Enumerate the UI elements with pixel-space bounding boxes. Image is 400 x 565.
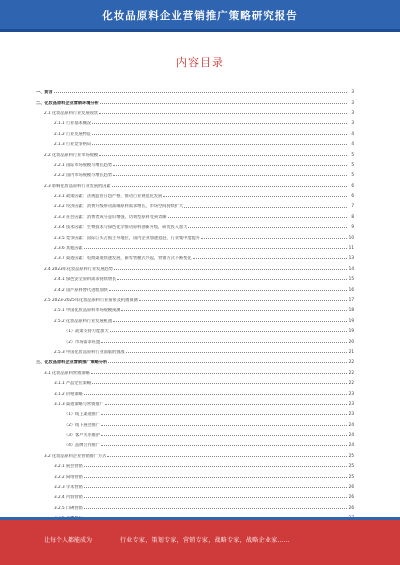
toc-entry[interactable] <box>36 240 354 250</box>
toc-entry-text: 2.1.3 行业竞争格局 <box>54 142 92 147</box>
toc-page-number: 6 <box>351 182 354 188</box>
toc-entry[interactable] <box>36 385 354 395</box>
toc-entry-text: 2.5.3 中国化妆品原料行业面临的挑战 <box>54 349 125 354</box>
toc-leader-dots <box>121 310 347 311</box>
toc-leader-dots <box>113 175 347 176</box>
toc-page-number: 15 <box>348 276 354 282</box>
toc-leader-dots <box>101 445 347 446</box>
toc-leader-dots <box>100 103 347 104</box>
toc-entry-text: 3.1.1 产品定位策略 <box>54 381 92 386</box>
toc-entry-text: 3.2.5 口碑营销 <box>54 505 83 510</box>
toc-entry[interactable] <box>36 209 354 219</box>
report-title: 化妆品原料企业营销推广策略研究报告 <box>102 10 298 22</box>
toc-entry[interactable] <box>36 115 354 125</box>
toc-entry[interactable] <box>36 271 354 281</box>
toc-leader-dots <box>184 207 347 208</box>
toc-leader-dots <box>108 362 347 363</box>
toc-entry[interactable] <box>36 261 354 271</box>
toc-entry[interactable] <box>36 375 354 385</box>
toc-entry[interactable] <box>36 292 354 302</box>
toc-entry[interactable] <box>36 250 354 260</box>
toc-entry[interactable] <box>36 458 354 468</box>
toc-leader-dots <box>110 331 347 332</box>
toc-entry-text: 2.3.3 社会因素：消费者成分意识增强，功效型原料受到青睐 <box>54 214 167 219</box>
toc-leader-dots <box>107 456 347 457</box>
toc-page-number: 13 <box>348 255 354 261</box>
toc-page-number: 25 <box>348 452 354 458</box>
toc-entry-text: 2.3.4 技术因素：生物技术与绿色化学推动原料创新升级，研发投入加大 <box>54 225 188 230</box>
footer-slogan-left: 让每个人都能成为 <box>44 537 93 544</box>
toc-page-number: 5 <box>351 172 354 178</box>
toc-page-number: 26 <box>348 504 354 510</box>
toc-leader-dots <box>84 497 347 498</box>
toc-entry-text: 3.2.1 展会营销 <box>54 464 83 469</box>
toc-entry[interactable] <box>36 333 354 343</box>
toc-page-number: 24 <box>348 432 354 438</box>
toc-page-number: 6 <box>351 193 354 199</box>
toc-page-number: 4 <box>351 130 354 136</box>
toc-entry-text: 2.5.1 中国化妆品原料市场规模预测 <box>54 308 121 313</box>
toc-page-number: 25 <box>348 463 354 469</box>
toc-entry-text: 2.2 化妆品原料行业市场规模 <box>44 152 99 157</box>
toc-entry[interactable] <box>36 365 354 375</box>
toc-leader-dots <box>101 425 347 426</box>
toc-leader-dots <box>84 466 347 467</box>
toc-leader-dots <box>163 196 347 197</box>
toc-entry-text: 2.1.2 行业发展特征 <box>54 131 92 136</box>
toc-entry-text: 2.3.2 经济因素：消费升级带动高端原料需求增长，市场空间持续扩大 <box>54 204 184 209</box>
toc-leader-dots <box>112 186 347 187</box>
footer-banner <box>0 517 400 565</box>
toc-page-number: 21 <box>348 348 354 354</box>
toc-entry[interactable] <box>36 188 354 198</box>
toc-leader-dots <box>139 300 347 301</box>
toc-entry-text: 2.1 化妆品原料行业发展现状 <box>44 110 99 115</box>
toc-leader-dots <box>84 248 347 249</box>
toc-leader-dots <box>54 92 347 93</box>
toc-page-number: 23 <box>348 400 354 406</box>
toc-entry[interactable] <box>36 396 354 406</box>
footer-slogan-right: 行业专家，策划专家，营销专家，战略专家，战略企业家…… <box>120 537 291 544</box>
toc-page-number: 17 <box>348 297 354 302</box>
toc-entry-text: 3.2.3 学术营销 <box>54 485 83 490</box>
toc-entry[interactable] <box>36 313 354 323</box>
toc-title: 内容目录 <box>176 56 224 69</box>
toc-entry-text: （2）线下展会推广 <box>64 422 101 427</box>
toc-entry-text: （1）线上渠道推广 <box>64 412 101 417</box>
toc-leader-dots <box>193 258 347 259</box>
toc-entry-text: 2.3.7 渠道因素：电商渠道快速发展，新零售模式兴起，营销方式不断变化 <box>54 256 192 261</box>
toc-page-number: 23 <box>348 390 354 396</box>
toc-page-number: 22 <box>348 380 354 386</box>
toc-leader-dots <box>99 113 347 114</box>
toc-entry-text: （3）客户关系维护 <box>64 433 101 438</box>
toc-entry[interactable] <box>36 479 354 489</box>
toc-page-number: 24 <box>348 421 354 427</box>
toc-entry[interactable] <box>36 136 354 146</box>
toc-entry-text: 2.3 影响化妆品原料行业发展的因素 <box>44 183 111 188</box>
header-underline <box>0 29 400 32</box>
toc-entry[interactable] <box>36 448 354 458</box>
toc-page-number: 11 <box>348 245 354 251</box>
toc-leader-dots <box>91 373 347 374</box>
toc-page-number: 8 <box>351 213 354 219</box>
toc-entry-text: 2.3.6 其他因素 <box>54 246 83 251</box>
toc-leader-dots <box>99 155 347 156</box>
toc-page-number: 14 <box>348 265 354 271</box>
toc-entry[interactable] <box>36 354 354 364</box>
toc-leader-dots <box>101 435 347 436</box>
toc-page-number: 9 <box>351 224 354 230</box>
toc-page-number: 7 <box>351 203 354 209</box>
toc-entry[interactable] <box>36 302 354 312</box>
toc-entry[interactable] <box>36 157 354 167</box>
toc-entry-text: （1）政策支持力度加大 <box>64 329 109 334</box>
toc-leader-dots <box>126 352 347 353</box>
toc-leader-dots <box>84 394 347 395</box>
toc-entry-text: 2.4 2023年化妆品原料行业发展趋势 <box>44 266 113 271</box>
toc-entry[interactable] <box>36 500 354 510</box>
toc-page-number: 19 <box>348 317 354 323</box>
toc-entry-text: 3.1.3 渠道策略与营销推广 <box>54 401 104 406</box>
toc-entry[interactable] <box>36 281 354 291</box>
toc-page-number: 5 <box>351 151 354 157</box>
toc-leader-dots <box>113 165 347 166</box>
toc-leader-dots <box>168 217 348 218</box>
toc-entry[interactable] <box>36 229 354 239</box>
toc-entry-text: 2.3.1 政策因素：法规监管日趋严格，推动行业规范化发展 <box>54 194 163 199</box>
toc-page-number: 3 <box>351 120 354 126</box>
toc-entry[interactable] <box>36 126 354 136</box>
toc-leader-dots <box>84 487 347 488</box>
toc-entry[interactable] <box>36 84 354 94</box>
toc-entry[interactable] <box>36 146 354 156</box>
toc-entry-text: 2.1.1 行业基本概况 <box>54 121 92 126</box>
toc-entry-text: 2.5 2023-2025年化妆品原料行业前景及机遇预测 <box>44 298 138 302</box>
toc-entry[interactable] <box>36 427 354 437</box>
toc-entry[interactable] <box>36 344 354 354</box>
toc-leader-dots <box>188 227 347 228</box>
toc-entry-text: 二、化妆品原料企业营销环境分析 <box>36 100 99 105</box>
report-header <box>0 0 400 32</box>
toc-entry-text: 一、前言 <box>36 90 53 95</box>
toc-entry-text: （4）品牌合作推广 <box>64 443 101 448</box>
toc-entry[interactable] <box>36 167 354 177</box>
toc-entry-text: 三、化妆品原料企业营销推广策略分析 <box>36 360 108 365</box>
toc-leader-dots <box>114 269 347 270</box>
toc-page-number: 18 <box>348 307 354 313</box>
toc-leader-dots <box>117 279 347 280</box>
toc-leader-dots <box>84 477 347 478</box>
toc-page-number: 3 <box>351 99 354 105</box>
toc-entry[interactable] <box>36 323 354 333</box>
toc-entry-text: 3.1 化妆品原料营销策略 <box>44 370 90 375</box>
toc-page-number: 26 <box>348 494 354 500</box>
toc-entry[interactable] <box>36 178 354 188</box>
toc-page-number: 3 <box>351 89 354 95</box>
toc-leader-dots <box>201 238 347 239</box>
toc-page-number: 16 <box>348 286 354 292</box>
toc-leader-dots <box>92 134 347 135</box>
toc-page-number: 19 <box>348 328 354 334</box>
toc-entry-text: 2.4.2 国产原料替代进程加快 <box>54 287 108 292</box>
toc-entry[interactable] <box>36 406 354 416</box>
toc-entry-text: 3.2.4 内容营销 <box>54 495 83 500</box>
toc-entry-text: 3.2 化妆品原料企业营销推广方式 <box>44 453 107 458</box>
toc-entry[interactable] <box>36 417 354 427</box>
toc-entry[interactable] <box>36 105 354 115</box>
toc-entry-text: 2.3.5 竞争因素：国际巨头占据主导地位，国内企业加速追赶，行业集中度提升 <box>54 235 200 240</box>
toc-page-number: 24 <box>348 442 354 448</box>
toc-page-number: 26 <box>348 484 354 490</box>
toc-page-number: 25 <box>348 473 354 479</box>
toc-entry[interactable] <box>36 198 354 208</box>
toc-entry[interactable] <box>36 94 354 104</box>
toc-leader-dots <box>92 383 347 384</box>
toc-leader-dots <box>101 342 347 343</box>
toc-page-number: 23 <box>348 411 354 417</box>
toc-entry-text: 2.5.2 化妆品原料行业发展机遇 <box>54 318 113 323</box>
toc-leader-dots <box>109 290 347 291</box>
toc-entry-text: 3.2.2 网络营销 <box>54 474 83 479</box>
table-of-contents <box>36 84 354 520</box>
toc-leader-dots <box>92 144 347 145</box>
toc-leader-dots <box>84 508 347 509</box>
toc-entry-text: 2.2.1 国际市场规模与增长趋势 <box>54 162 113 167</box>
toc-page-number: 3 <box>351 109 354 115</box>
toc-page-number: 20 <box>348 338 354 344</box>
toc-page-number: 5 <box>351 161 354 167</box>
toc-page-number: 10 <box>348 234 354 240</box>
toc-leader-dots <box>113 321 347 322</box>
toc-page-number: 4 <box>351 141 354 147</box>
toc-entry-text: （2）市场需求旺盛 <box>64 339 101 344</box>
toc-entry[interactable] <box>36 219 354 229</box>
toc-leader-dots <box>105 404 347 405</box>
toc-leader-dots <box>101 414 347 415</box>
toc-entry-text: 2.4.1 绿色安全原料需求持续增长 <box>54 277 117 282</box>
toc-entry[interactable] <box>36 489 354 499</box>
toc-entry-text: 2.2.2 国内市场规模与增长趋势 <box>54 173 113 178</box>
toc-leader-dots <box>92 123 347 124</box>
toc-page-number: 22 <box>348 369 354 375</box>
toc-entry[interactable] <box>36 437 354 447</box>
toc-entry-text: 3.1.2 价格策略 <box>54 391 83 396</box>
toc-entry[interactable] <box>36 468 354 478</box>
toc-page-number: 22 <box>348 359 354 365</box>
